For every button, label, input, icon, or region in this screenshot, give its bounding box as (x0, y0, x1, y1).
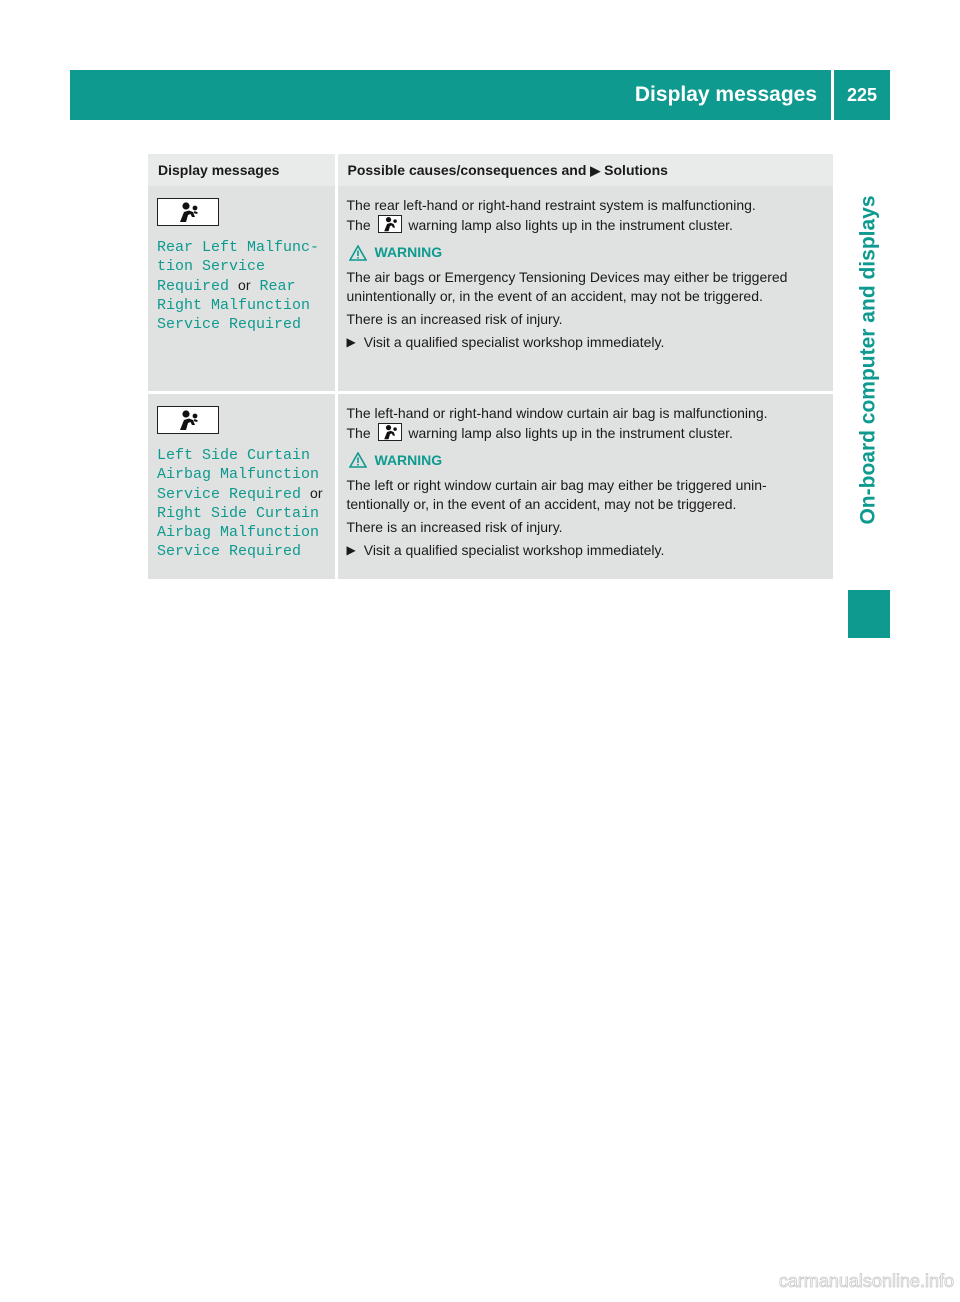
chapter-tab-marker (848, 590, 890, 638)
col-header-display-messages: Display messages (148, 154, 336, 186)
watermark (0, 1270, 960, 1292)
cause-line-post: warning lamp also lights up in the instrument cluster. (408, 217, 733, 233)
page-number: 225 (846, 84, 878, 105)
solution-arrow-icon: ▶ (590, 162, 601, 178)
display-line: Rear Left Malfunc‐ (157, 239, 320, 256)
col-header-causes-prefix: Possible causes/consequences and (347, 161, 587, 178)
display-segment: Required (157, 278, 230, 295)
table-row (148, 186, 833, 392)
step-arrow-icon: ▶ (346, 335, 356, 349)
watermark-text: carmanualsonline.info (778, 1271, 954, 1291)
solution-step (347, 541, 826, 560)
step-text: Visit a qualified specialist workshop immediately. (363, 541, 665, 558)
step-arrow-icon: ▶ (346, 542, 356, 557)
airbag-warning-icon (378, 215, 402, 233)
cause-line-post: warning lamp also lights up in the instrument cluster. (408, 424, 733, 441)
airbag-warning-icon (157, 198, 219, 226)
warning-label: WARNING (374, 244, 443, 260)
airbag-warning-icon (157, 406, 219, 434)
display-segment: Service Required (157, 485, 302, 503)
chapter-label: On-board computer and displays (857, 195, 880, 525)
table-row (148, 392, 833, 579)
cause-solution-cell (336, 186, 833, 392)
warning-label: WARNING (374, 451, 443, 468)
display-line: Service Required (157, 316, 302, 333)
warning-heading (349, 451, 826, 470)
col-header-causes-suffix: Solutions (604, 161, 668, 178)
chapter-tab (848, 130, 890, 590)
risk-text: There is an increased risk of injury. (346, 311, 563, 327)
airbag-warning-icon (378, 423, 402, 441)
display-message-cell (148, 186, 336, 392)
cause-line-pre: The (346, 217, 371, 233)
step-text: Visit a qualified specialist workshop immediately. (363, 334, 665, 350)
display-text (157, 446, 327, 561)
display-text (157, 238, 327, 334)
warning-triangle-icon (349, 245, 367, 261)
display-line (157, 276, 327, 296)
or-connector: or (310, 484, 323, 501)
cause-line: The rear left-hand or right-hand restraint system is malfunctioning. (346, 197, 756, 213)
warning-text: The left or right window curtain air bag may either be triggered unin‐ tentionally or, in the event of an accident, may not be triggered. (346, 476, 767, 512)
risk-text: There is an increased risk of injury. (346, 518, 563, 535)
or-connector: or (238, 277, 251, 293)
display-line: Right Malfunction (157, 297, 311, 314)
cause-solution-cell (336, 392, 833, 579)
section-header-bar (70, 70, 890, 120)
display-line: Left Side Curtain (157, 446, 311, 464)
display-line: Right Side Curtain (157, 504, 320, 522)
cause-text (347, 196, 826, 235)
cause-line: The left-hand or right-hand window curtain air bag is malfunctioning. (346, 404, 768, 421)
display-line (157, 484, 327, 504)
table-header-row (148, 154, 833, 186)
display-line: Service Required (157, 542, 302, 560)
warning-text: The air bags or Emergency Tensioning Devices may either be triggered unintentionally or, in the event of an accident, may not be triggered. (346, 269, 788, 304)
section-title: Display messages (634, 83, 817, 106)
display-messages-table (148, 154, 833, 579)
cause-line-pre: The (346, 424, 371, 441)
col-header-causes (336, 154, 833, 186)
display-line: Airbag Malfunction (157, 523, 320, 541)
display-message-cell (148, 392, 336, 579)
display-line: tion Service (157, 258, 266, 275)
display-segment: Rear (259, 278, 296, 295)
warning-triangle-icon (349, 452, 367, 468)
cause-text (347, 404, 826, 443)
solution-step (347, 333, 826, 352)
display-line: Airbag Malfunction (157, 465, 320, 483)
warning-heading (349, 243, 826, 262)
